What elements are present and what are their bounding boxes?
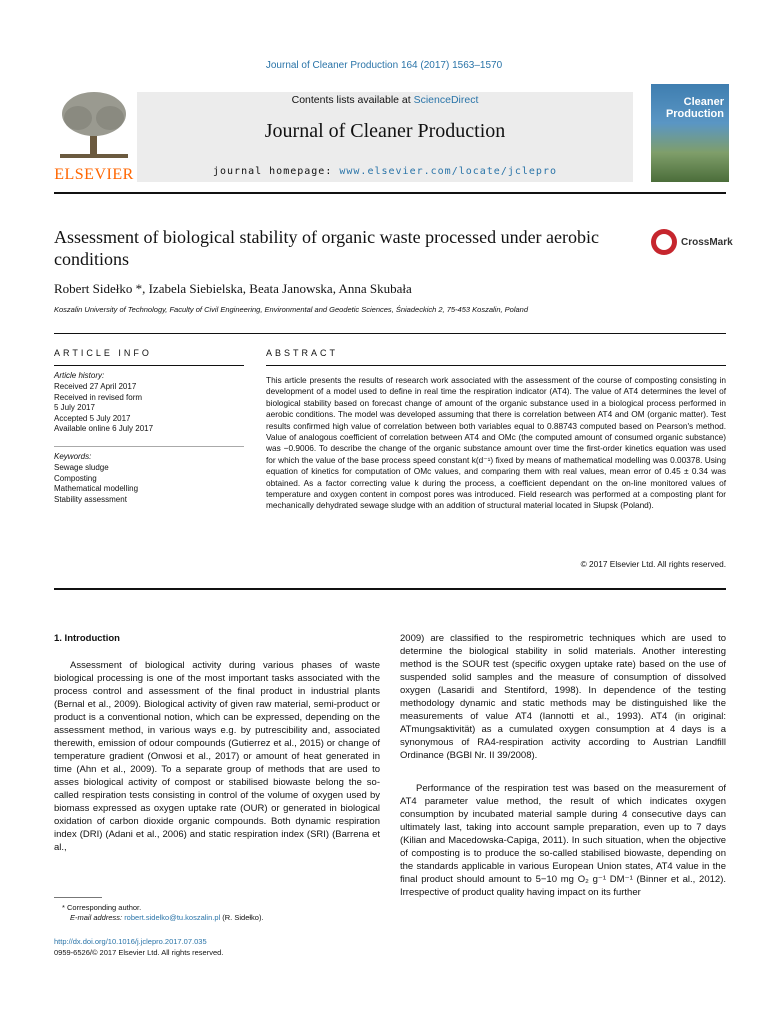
footnote-rule xyxy=(54,897,102,898)
intro-column-2-paragraph: Performance of the respiration test was based on the measurement of AT4 parameter value method, the result of which indicates oxygen consumption by incubated material sample during 4 consecutive days can ultimately last, taking into account sample preparation, even up to 7 days (Kilian and Macedowska-Capiga, 2011). In such situation, when the objective of composting is to produce the so-called stabilised biowaste, depending on the standards applicable in various European Union states, AT4 value in the final product should amount to 5−10 mg O₂ g⁻¹ DM⁻¹ (Binner et al., 2012). Irrespective of product quality having impact on its further xyxy=(400,783,726,898)
sciencedirect-link[interactable]: ScienceDirect xyxy=(413,94,479,106)
header-divider xyxy=(54,192,726,194)
keyword-item: Stability assessment xyxy=(54,494,127,504)
corresponding-author-note: * Corresponding author. xyxy=(62,903,142,912)
abstract-heading: ABSTRACT xyxy=(266,348,339,358)
history-list xyxy=(54,382,153,435)
history-item: Received 27 April 2017 xyxy=(54,382,137,391)
abstract-text: This article presents the results of research work associated with the assessment of the course of composting consisting in development of a model used to define in real time the respiration indicator (AT4). The value of AT4 determines the level of biological stability based on forecast change of amount of the organic substance used in a biological process performed in aerobic conditions. The model was developed assuming that there is correlation between AT4 and OM (organic matter). Test results confirmed high value of correlation between both variables equal to 0.88743 computed based on Pearson's method. Value of analogous coefficient of correlation between AT4 and OMc (the computed amount of consumed organic substance) was −0.9006. To describe the change of the organic substance amount over time the first-order kinetics equation was used for which the value of the base process speed constant k(d⁻¹) fixed by means of mathematical modelling was 0.00378. Using equation of kinetics for computation of OMc values, and comparing them with real values, mean error of 0.45 ± 0.34 was obtained. As a factor correcting value k during the process, a coefficient dependant on the on-line monitored values of temperature and oxygen content in compost pores was introduced. Field research was performed at a composting plant for mechanically dehydrated sewage sludge with an addition of structural material located in Słupsk (Poland). xyxy=(266,375,726,511)
history-item: 5 July 2017 xyxy=(54,403,95,412)
keyword-item: Sewage sludge xyxy=(54,463,109,472)
homepage-prefix: journal homepage: xyxy=(212,166,340,177)
email-link[interactable]: robert.sidelko@tu.koszalin.pl xyxy=(124,913,221,922)
author-affiliation: Koszalin University of Technology, Faculty of Civil Engineering, Environmental and Geodetic Sciences, Śniadeckich 2, 75-453 Koszalin, Poland xyxy=(54,305,529,314)
abstract-copyright: © 2017 Elsevier Ltd. All rights reserved. xyxy=(580,559,726,569)
keyword-item: Mathematical modelling xyxy=(54,484,139,493)
history-label: Article history: xyxy=(54,371,105,380)
title-divider xyxy=(54,333,726,334)
journal-homepage xyxy=(137,166,633,177)
keywords-list xyxy=(54,463,138,505)
email-note xyxy=(70,913,264,923)
email-label: E-mail address: xyxy=(70,913,125,922)
article-title: Assessment of biological stability of organic waste processed under aerobic conditions xyxy=(54,227,600,269)
homepage-link[interactable]: www.elsevier.com/locate/jclepro xyxy=(339,166,557,177)
contents-prefix: Contents lists available at xyxy=(291,94,414,106)
journal-citation[interactable]: Journal of Cleaner Production 164 (2017) 1563–1570 xyxy=(265,60,503,71)
intro-column-2: 2009) are classified to the respirometric techniques which are used to determine the biological stability in solid materials. Another interesting method is the SOUR test (specific oxygen uptake rate) based on the use of suspended solid samples and the measure of consumption of dissolved oxygen (Lasaridi and Stentiford, 1998). In dependence of the testing methodology dynamic and static methods may be distinguished like the measurements of value AT4 (Iannotti et al., 1993). AT4 (in original: ATmungsaktivität) as a cumulated oxygen consumption at 4 days is a synonymous of RA4-respiration activity according to Austrian Landfill Ordinance (BGBl Nr. II 39/2008). xyxy=(400,633,726,761)
keywords-rule xyxy=(54,446,244,447)
cover-title: Cleaner Production xyxy=(665,96,724,120)
abstract-divider xyxy=(54,588,726,590)
author-list: Robert Sidełko *, Izabela Siebielska, Beata Janowska, Anna Skubała xyxy=(54,281,412,296)
crossmark-label[interactable]: CrossMark xyxy=(681,237,733,248)
doi-link[interactable]: http://dx.doi.org/10.1016/j.jclepro.2017.07.035 xyxy=(54,937,207,946)
article-info-rule xyxy=(54,365,244,366)
journal-title: Journal of Cleaner Production xyxy=(264,120,506,142)
abstract-rule xyxy=(266,365,726,366)
email-suffix: (R. Sidełko). xyxy=(220,913,264,922)
intro-column-1: Assessment of biological activity during various phases of waste biological processing is one of the most important tasks associated with the process control and assessment of the final product in industrial plants (Bernal et al., 2009). Biological activity of given raw material, semi-product or product is a conventional notion, which can be expressed, depending on the assessment method, in various ways e.g. by putrescibility and, associated therewith, emission of odour compounds (Gutierrez et al., 2015) or change of temperature gradient (Onwosi et al., 2017) or amount of heat generated in time (Ahn et al., 2009). To a separate group of methods that are used to asses biological activity of compost or stabilised biowaste belong the so-called respiration tests consisting in control of the volume of oxygen used by biomass expressed as oxygen uptake rate (OUR) or generated in biological oxidation of carbon dioxide organic compounds. Both dynamic respiration index (DRI) (Adani et al., 2006) and static respiration index (SRI) (Barrena et al., xyxy=(54,660,380,853)
keyword-item: Composting xyxy=(54,473,97,483)
issn-line: 0959-6526/© 2017 Elsevier Ltd. All rights reserved. xyxy=(54,948,224,957)
section-heading-introduction: 1. Introduction xyxy=(54,633,120,644)
elsevier-wordmark[interactable]: ELSEVIER xyxy=(54,166,134,183)
keywords-label: Keywords: xyxy=(54,452,92,461)
history-item: Available online 6 July 2017 xyxy=(54,424,154,433)
history-item: Received in revised form xyxy=(54,392,143,402)
history-item: Accepted 5 July 2017 xyxy=(54,413,131,423)
article-info-heading: ARTICLE INFO xyxy=(54,348,152,358)
contents-line xyxy=(137,94,633,106)
crossmark-icon-center xyxy=(656,234,672,250)
